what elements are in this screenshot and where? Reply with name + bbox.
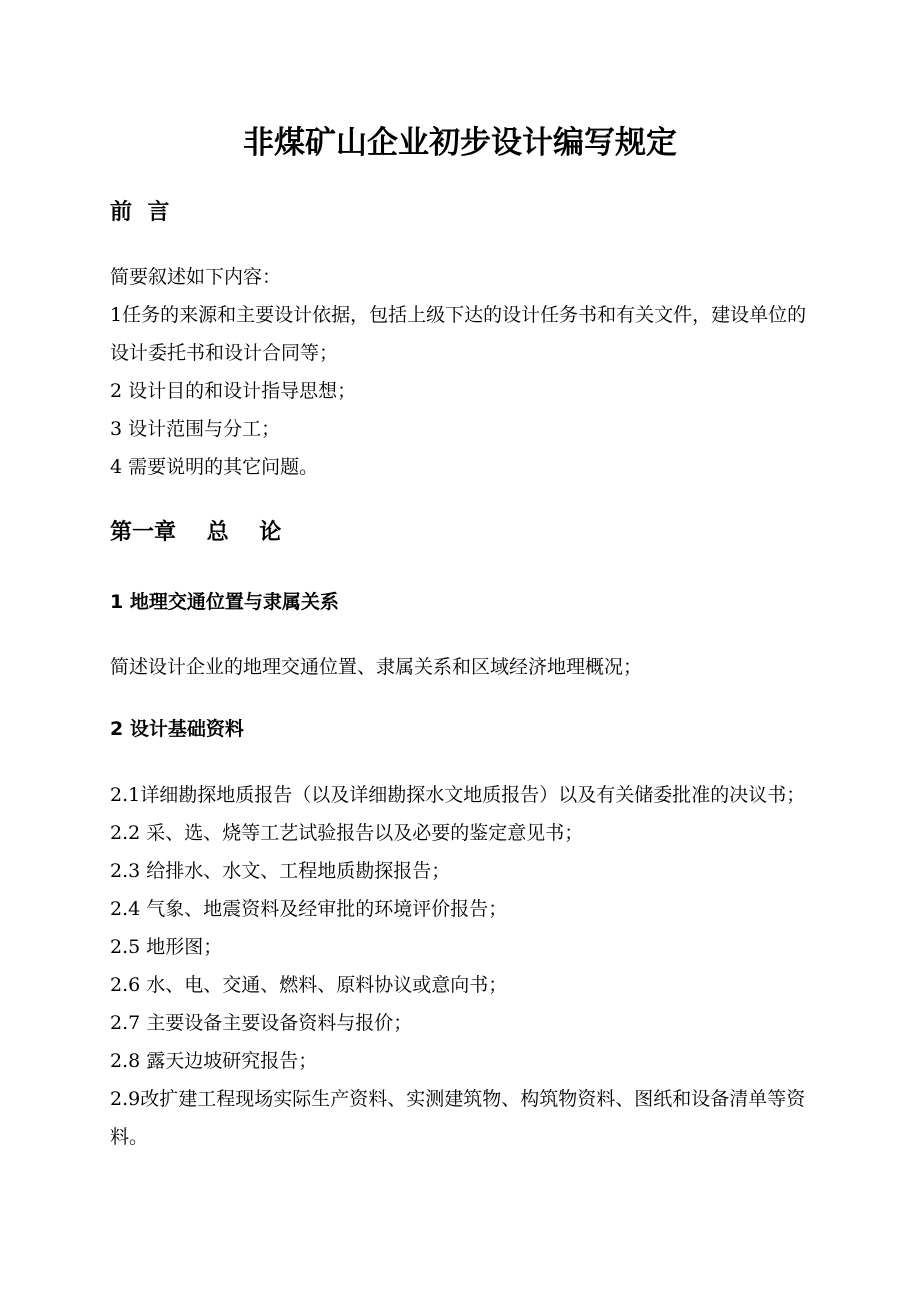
list-item: 2.5 地形图；	[110, 936, 223, 958]
preface-heading: 前 言	[110, 200, 170, 225]
list-item: 2.4 气象、地震资料及经审批的环境评价报告；	[110, 898, 508, 920]
preface-item: 3 设计范围与分工；	[110, 418, 281, 440]
list-item: 2.7 主要设备主要设备资料与报价；	[110, 1012, 413, 1034]
list-item: 2.9改扩建工程现场实际生产资料、实测建筑物、构筑物资料、图纸和设备清单等资料。	[110, 1088, 806, 1148]
list-item: 2.8 露天边坡研究报告；	[110, 1050, 318, 1072]
section-paragraph: 简述设计企业的地理交通位置、隶属关系和区域经济地理概况；	[110, 656, 643, 678]
list-item: 2.6 水、电、交通、燃料、原料协议或意向书；	[110, 974, 508, 996]
section-heading: 1 地理交通位置与隶属关系	[110, 591, 339, 613]
section-body	[110, 648, 815, 686]
list-item: 2.2 采、选、烧等工艺试验报告以及必要的鉴定意见书；	[110, 822, 584, 844]
chapter-heading: 第一章 总 论	[110, 520, 282, 545]
section-heading: 2 设计基础资料	[110, 718, 244, 740]
list-item: 2.3 给排水、水文、工程地质勘探报告；	[110, 860, 451, 882]
list-item: 2.1详细勘探地质报告（以及详细勘探水文地质报告）以及有关储委批准的决议书；	[110, 784, 806, 806]
preface-item: 2 设计目的和设计指导思想；	[110, 380, 357, 402]
design-data-list	[110, 776, 815, 1156]
preface-body	[110, 258, 815, 486]
preface-item: 4 需要说明的其它问题。	[110, 456, 319, 478]
preface-item: 1任务的来源和主要设计依据，包括上级下达的设计任务书和有关文件，建设单位的设计委托书和设计合同等；	[110, 304, 807, 364]
document-title: 非煤矿山企业初步设计编写规定	[243, 125, 677, 161]
preface-intro: 简要叙述如下内容：	[110, 266, 282, 288]
